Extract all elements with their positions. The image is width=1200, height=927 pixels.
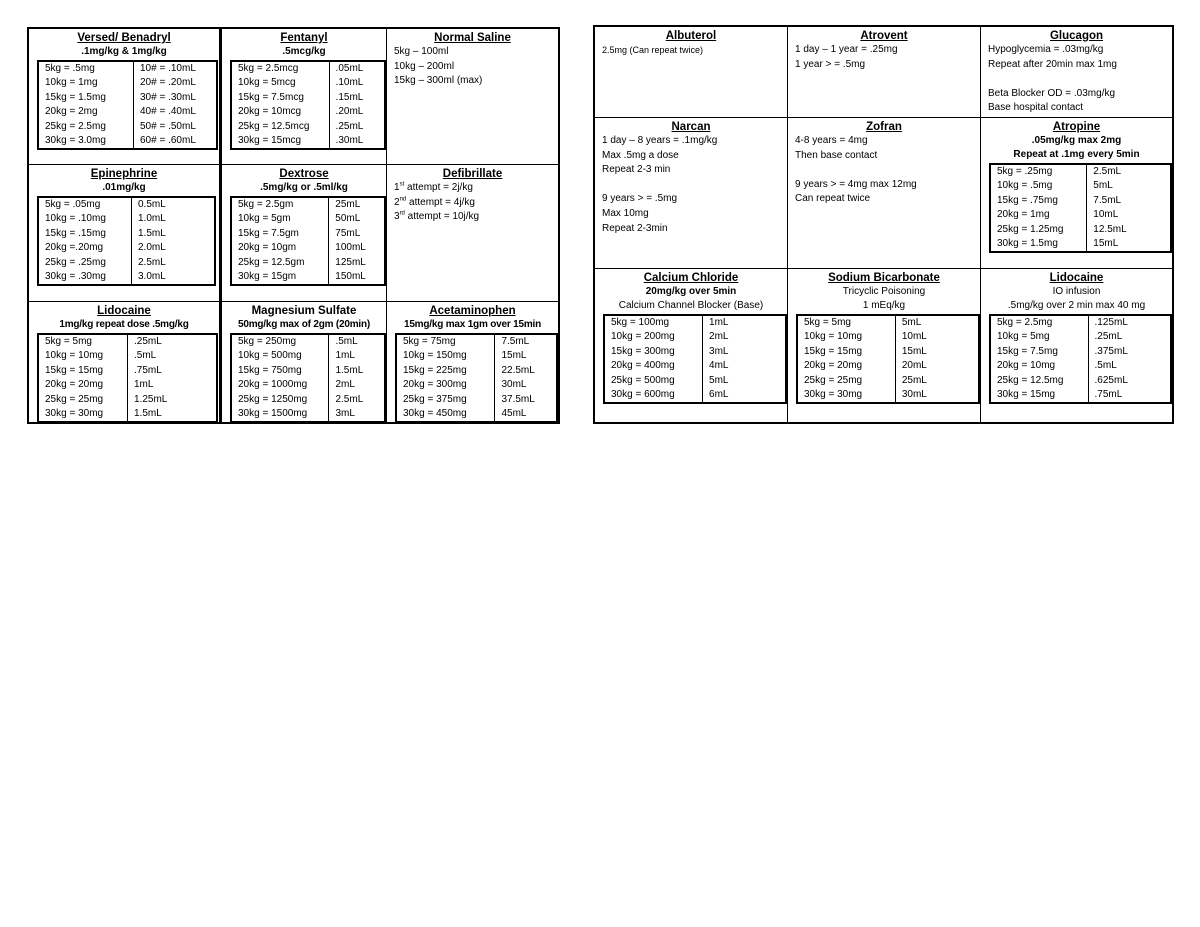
defib-line-1: 1st attempt = 2j/kg	[394, 181, 473, 193]
drug-title: Magnesium Sulfate	[251, 305, 357, 317]
note-line: Repeat after 20min max 1mg	[988, 58, 1117, 70]
volume-cell: 12.5mL	[1093, 223, 1127, 235]
volume-cell: 1.5mL	[335, 364, 364, 376]
drug-title: Lidocaine	[97, 305, 151, 317]
weight-dose-cell: 15kg = 15mg	[797, 345, 895, 359]
weight-dose-cell: 25kg = 2.5mg	[38, 120, 134, 134]
table-row	[38, 212, 215, 226]
table-row	[604, 315, 786, 330]
table-row	[797, 345, 979, 359]
weight-dose-cell: 5kg = .05mg	[38, 197, 132, 212]
volume-cell: 2mL	[709, 331, 729, 343]
volume-cell: 45mL	[501, 408, 527, 420]
lidocaine-cell	[29, 302, 222, 422]
note-line: Max .5mg a dose	[602, 149, 679, 161]
volume-cell: 3.0mL	[138, 271, 166, 283]
dose-table	[37, 60, 218, 150]
volume-cell: 1.0mL	[138, 213, 166, 225]
volume-cell: 37.5mL	[501, 393, 535, 405]
volume-cell: 2mL	[335, 379, 355, 391]
table-row	[231, 134, 385, 149]
volume-cell: 50# = .50mL	[140, 120, 196, 132]
note-line: Beta Blocker OD = .03mg/kg	[988, 87, 1116, 99]
note-lines	[788, 134, 980, 207]
weight-dose-cell: 5kg = .5mg	[38, 61, 134, 76]
weight-dose-cell: 20kg = 20mg	[38, 378, 128, 392]
note-line: Can repeat twice	[795, 193, 871, 205]
note-line: 1 year > = .5mg	[795, 58, 866, 70]
weight-dose-cell: 30kg = 3.0mg	[38, 134, 134, 149]
table-row	[38, 91, 217, 105]
volume-cell: .375mL	[1094, 345, 1128, 357]
volume-cell: .10mL	[335, 77, 364, 89]
volume-cell: 10mL	[901, 331, 927, 343]
drug-title: Atropine	[1052, 121, 1101, 133]
dose-table	[37, 196, 216, 286]
weight-dose-cell: 10kg = 5gm	[231, 212, 329, 226]
volume-cell: .125mL	[1094, 317, 1128, 328]
weight-dose-cell: 15kg = 300mg	[604, 345, 703, 359]
table-row	[38, 378, 217, 392]
weight-dose-cell: 5kg = 100mg	[604, 315, 703, 330]
weight-dose-cell: 15kg = 7.5mcg	[231, 91, 329, 105]
volume-cell: 1mL	[134, 379, 154, 391]
weight-dose-cell: 15kg = 7.5gm	[231, 227, 329, 241]
weight-dose-cell: 5kg = 2.5mg	[990, 315, 1088, 330]
drug-title: Versed/ Benadryl	[77, 32, 171, 44]
drug-title: Epinephrine	[90, 168, 158, 180]
drug-title: Albuterol	[665, 30, 717, 42]
zofran-cell	[788, 118, 981, 269]
weight-dose-cell: 10kg = 5mg	[990, 330, 1088, 344]
table-row	[231, 61, 385, 76]
table-row	[990, 388, 1171, 403]
weight-dose-cell: 30kg = 450mg	[396, 407, 495, 422]
weight-dose-cell: 30kg = 600mg	[604, 388, 703, 403]
normal-saline-cell	[387, 29, 558, 165]
table-row	[396, 393, 557, 407]
note-line: Base hospital contact	[988, 102, 1084, 114]
volume-cell: 30mL	[901, 389, 927, 401]
note-line	[981, 72, 1172, 87]
left-dosage-card	[27, 27, 560, 424]
volume-cell: 15mL	[1093, 238, 1119, 250]
note-line: 15kg – 300ml (max)	[394, 75, 483, 87]
weight-dose-cell: 15kg = 15mg	[38, 364, 128, 378]
volume-cell: 125mL	[335, 256, 366, 268]
volume-cell: .15mL	[335, 91, 364, 103]
volume-cell: 30# = .30mL	[140, 91, 196, 103]
table-row	[38, 134, 217, 149]
note-lines	[387, 45, 558, 89]
defibrillate-cell	[387, 165, 558, 302]
volume-cell: 1.5mL	[134, 408, 162, 420]
volume-cell: 2.5mL	[1093, 166, 1122, 177]
weight-dose-cell: 5kg = 5mg	[38, 334, 128, 349]
note-line: 10kg – 200ml	[394, 60, 455, 72]
weight-dose-cell: 15kg = .15mg	[38, 227, 132, 241]
weight-dose-cell: 5kg = 5mg	[797, 315, 895, 330]
note-line: 1 day – 1 year = .25mg	[795, 44, 898, 55]
table-row	[231, 407, 385, 422]
table-row	[604, 359, 786, 373]
weight-dose-cell: 20kg = 400mg	[604, 359, 703, 373]
volume-cell: .25mL	[335, 120, 364, 132]
drug-dose: 1 mEq/kg	[862, 300, 906, 311]
drug-dose: .5mg/kg over 2 min max 40 mg	[1007, 300, 1146, 311]
weight-dose-cell: 25kg = 12.5mg	[990, 374, 1088, 388]
volume-cell: 4mL	[709, 360, 729, 372]
volume-cell: 1.5mL	[138, 227, 166, 239]
weight-dose-cell: 25kg = 25mg	[797, 374, 895, 388]
volume-cell: 3mL	[709, 345, 729, 357]
note-line: Hypoglycemia = .03mg/kg	[988, 44, 1104, 55]
table-row	[604, 330, 786, 344]
table-row	[604, 345, 786, 359]
volume-cell: 6mL	[709, 389, 729, 401]
weight-dose-cell: 30kg = 15gm	[231, 270, 329, 285]
volume-cell: .25mL	[1094, 331, 1123, 343]
volume-cell: 50mL	[335, 213, 361, 225]
narcan-cell	[595, 118, 788, 269]
weight-dose-cell: 5kg = 250mg	[231, 334, 329, 349]
drug-title: Defibrillate	[442, 168, 503, 180]
table-row	[231, 197, 385, 212]
weight-dose-cell: 30kg = 30mg	[38, 407, 128, 422]
note-lines	[595, 43, 787, 58]
volume-cell: 2.0mL	[138, 242, 166, 254]
table-row	[231, 349, 385, 363]
volume-cell: 10# = .10mL	[140, 63, 196, 74]
dose-table	[796, 314, 980, 404]
volume-cell: 1.25mL	[134, 393, 168, 405]
table-row	[38, 256, 215, 270]
table-row	[990, 359, 1171, 373]
volume-cell: .625mL	[1094, 374, 1128, 386]
table-row	[396, 378, 557, 392]
note-line: Repeat 2-3 min	[602, 164, 671, 176]
volume-cell: 25mL	[335, 199, 361, 210]
weight-dose-cell: 25kg = 12.5gm	[231, 256, 329, 270]
calcium-chloride-cell	[595, 269, 788, 422]
drug-dose: 1mg/kg repeat dose .5mg/kg	[59, 319, 189, 330]
drug-title: Acetaminophen	[429, 305, 516, 317]
table-row	[990, 194, 1171, 208]
table-row	[38, 349, 217, 363]
weight-dose-cell: 25kg = 500mg	[604, 374, 703, 388]
table-row	[38, 241, 215, 255]
note-line	[788, 163, 980, 178]
weight-dose-cell: 10kg = .5mg	[990, 179, 1087, 193]
volume-cell: .75mL	[1094, 389, 1123, 401]
table-row	[396, 334, 557, 349]
table-row	[38, 197, 215, 212]
table-row	[231, 256, 385, 270]
weight-dose-cell: 25kg = 25mg	[38, 393, 128, 407]
volume-cell: .30mL	[335, 135, 364, 147]
note-lines	[595, 134, 787, 236]
table-row	[797, 359, 979, 373]
weight-dose-cell: 20kg = 20mg	[797, 359, 895, 373]
magnesium-sulfate-cell	[222, 302, 387, 422]
defib-line-2: 2nd attempt = 4j/kg	[394, 196, 475, 208]
drug-dose-repeat: Repeat at .1mg every 5min	[1013, 149, 1140, 160]
dose-table	[989, 163, 1172, 253]
table-row	[396, 349, 557, 363]
drug-dose: .1mg/kg & 1mg/kg	[81, 46, 167, 57]
drug-route: IO infusion	[1052, 286, 1101, 297]
table-row	[231, 393, 385, 407]
drug-dose: 15mg/kg max 1gm over 15min	[403, 319, 542, 330]
table-row	[797, 374, 979, 388]
note-line: 2.5mg (Can repeat twice)	[602, 45, 704, 55]
dose-table	[37, 333, 218, 422]
volume-cell: .5mL	[335, 336, 358, 347]
table-row	[38, 120, 217, 134]
acetaminophen-cell	[387, 302, 558, 422]
weight-dose-cell: 15kg = .75mg	[990, 194, 1087, 208]
weight-dose-cell: 25kg = 12.5mcg	[231, 120, 329, 134]
volume-cell: 30mL	[501, 379, 527, 391]
weight-dose-cell: 15kg = 225mg	[396, 364, 495, 378]
drug-dose: .5mcg/kg	[282, 46, 326, 57]
drug-dose: .05mg/kg max 2mg	[1031, 135, 1122, 146]
volume-cell: 5mL	[709, 374, 729, 386]
volume-cell: 20mL	[901, 360, 927, 372]
drug-dose: 50mg/kg max of 2gm (20min)	[237, 319, 371, 330]
drug-title: Glucagon	[1049, 30, 1104, 42]
volume-cell: 150mL	[335, 271, 366, 283]
drug-title: Lidocaine	[1049, 272, 1104, 284]
table-row	[990, 223, 1171, 237]
weight-dose-cell: 25kg = 1.25mg	[990, 223, 1087, 237]
weight-dose-cell: 15kg = 750mg	[231, 364, 329, 378]
weight-dose-cell: 5kg = 2.5mcg	[231, 61, 329, 76]
weight-dose-cell: 10kg = .10mg	[38, 212, 132, 226]
volume-cell: 20# = .20mL	[140, 77, 196, 89]
weight-dose-cell: 25kg = 1250mg	[231, 393, 329, 407]
volume-cell: 1mL	[709, 317, 729, 328]
table-row	[231, 227, 385, 241]
weight-dose-cell: 5kg = 2.5gm	[231, 197, 329, 212]
volume-cell: 40# = .40mL	[140, 106, 196, 118]
drug-title: Dextrose	[279, 168, 329, 180]
weight-dose-cell: 30kg = 30mg	[797, 388, 895, 403]
volume-cell: .5mL	[134, 350, 157, 362]
note-lines	[788, 43, 980, 72]
glucagon-cell	[981, 27, 1172, 118]
weight-dose-cell: 20kg = 300mg	[396, 378, 495, 392]
drug-dose: 20mg/kg over 5min	[645, 286, 737, 297]
volume-cell: .75mL	[134, 364, 162, 376]
dose-table	[230, 196, 386, 286]
note-line: Repeat 2-3min	[602, 222, 668, 234]
table-row	[231, 364, 385, 378]
volume-cell: 5mL	[1093, 180, 1113, 192]
weight-dose-cell: 10kg = 1mg	[38, 76, 134, 90]
table-row	[38, 105, 217, 119]
weight-dose-cell: 25kg = 375mg	[396, 393, 495, 407]
table-row	[990, 315, 1171, 330]
volume-cell: 1mL	[335, 350, 355, 362]
drug-title: Zofran	[866, 121, 902, 133]
volume-cell: 0.5mL	[138, 199, 166, 210]
drug-indication: Tricyclic Poisoning	[842, 286, 926, 297]
weight-dose-cell: 30kg = .30mg	[38, 270, 132, 285]
volume-cell: .20mL	[335, 106, 364, 118]
weight-dose-cell: 20kg = 1mg	[990, 208, 1087, 222]
weight-dose-cell: 5kg = .25mg	[990, 164, 1087, 179]
table-row	[990, 345, 1171, 359]
dose-table	[395, 333, 558, 422]
table-row	[797, 330, 979, 344]
weight-dose-cell: 5kg = 75mg	[396, 334, 495, 349]
weight-dose-cell: 30kg = 15mg	[990, 388, 1088, 403]
weight-dose-cell: 10kg = 200mg	[604, 330, 703, 344]
volume-cell: 7.5mL	[501, 336, 530, 347]
note-lines	[981, 43, 1172, 116]
weight-dose-cell: 10kg = 10mg	[38, 349, 128, 363]
note-line: 5kg – 100ml	[394, 46, 449, 57]
fentanyl-cell	[222, 29, 387, 165]
volume-cell: .5mL	[1094, 360, 1117, 372]
defib-line-3: 3rd attempt = 10j/kg	[394, 210, 480, 223]
note-line: 1 day – 8 years = .1mg/kg	[602, 135, 718, 146]
note-line	[595, 178, 787, 193]
table-row	[604, 388, 786, 403]
volume-cell: 2.5mL	[335, 393, 364, 405]
volume-cell: 3mL	[335, 408, 355, 420]
table-row	[38, 227, 215, 241]
volume-cell: 60# = .60mL	[140, 135, 196, 147]
weight-dose-cell: 30kg = 15mcg	[231, 134, 329, 149]
volume-cell: 100mL	[335, 242, 366, 254]
drug-title: Atrovent	[860, 30, 908, 42]
volume-cell: 5mL	[901, 317, 922, 328]
weight-dose-cell: 30kg = 1.5mg	[990, 237, 1087, 252]
note-line: 4-8 years = 4mg	[795, 135, 868, 146]
weight-dose-cell: 15kg = 7.5mg	[990, 345, 1088, 359]
atropine-cell	[981, 118, 1172, 269]
volume-cell: 15mL	[901, 345, 927, 357]
drug-title: Narcan	[671, 121, 711, 133]
weight-dose-cell: 20kg = 1000mg	[231, 378, 329, 392]
table-row	[396, 364, 557, 378]
volume-cell: 75mL	[335, 227, 361, 239]
weight-dose-cell: 10kg = 150mg	[396, 349, 495, 363]
weight-dose-cell: 15kg = 1.5mg	[38, 91, 134, 105]
dose-table	[230, 333, 386, 422]
table-row	[990, 374, 1171, 388]
table-row	[990, 237, 1171, 252]
epinephrine-cell	[29, 165, 222, 302]
weight-dose-cell: 25kg = .25mg	[38, 256, 132, 270]
note-line: Then base contact	[795, 149, 878, 161]
table-row	[797, 388, 979, 403]
table-row	[990, 330, 1171, 344]
drug-title: Calcium Chloride	[643, 272, 739, 284]
dose-table	[230, 60, 386, 150]
table-row	[38, 393, 217, 407]
drug-dose: .5mg/kg or .5ml/kg	[260, 182, 348, 193]
volume-cell: .25mL	[134, 336, 162, 347]
drug-title: Fentanyl	[280, 32, 328, 44]
dextrose-cell	[222, 165, 387, 302]
table-row	[231, 76, 385, 90]
atrovent-cell	[788, 27, 981, 118]
table-row	[797, 315, 979, 330]
table-row	[231, 120, 385, 134]
table-row	[604, 374, 786, 388]
sodium-bicarbonate-cell	[788, 269, 981, 422]
weight-dose-cell: 10kg = 5mcg	[231, 76, 329, 90]
note-line: Max 10mg	[602, 207, 649, 219]
drug-title: Normal Saline	[434, 32, 511, 44]
volume-cell: 15mL	[501, 350, 527, 362]
table-row	[38, 76, 217, 90]
table-row	[38, 364, 217, 378]
volume-cell: 10mL	[1093, 209, 1119, 221]
dose-table	[989, 314, 1172, 404]
table-row	[231, 270, 385, 285]
table-row	[231, 105, 385, 119]
drug-indication: Calcium Channel Blocker (Base)	[618, 300, 764, 311]
table-row	[231, 212, 385, 226]
table-row	[231, 334, 385, 349]
volume-cell: .05mL	[335, 63, 364, 74]
weight-dose-cell: 30kg = 1500mg	[231, 407, 329, 422]
table-row	[990, 164, 1171, 179]
table-row	[231, 91, 385, 105]
note-line: 9 years > = 4mg max 12mg	[795, 178, 917, 190]
drug-dose: .01mg/kg	[102, 182, 146, 193]
note-line: 9 years > = .5mg	[602, 193, 678, 205]
table-row	[38, 61, 217, 76]
albuterol-cell	[595, 27, 788, 118]
table-row	[38, 270, 215, 285]
table-row	[38, 334, 217, 349]
table-row	[231, 241, 385, 255]
weight-dose-cell: 20kg = 10gm	[231, 241, 329, 255]
table-row	[990, 208, 1171, 222]
volume-cell: 2.5mL	[138, 256, 166, 268]
volume-cell: 7.5mL	[1093, 194, 1122, 206]
weight-dose-cell: 10kg = 10mg	[797, 330, 895, 344]
weight-dose-cell: 20kg = 10mcg	[231, 105, 329, 119]
weight-dose-cell: 20kg = 2mg	[38, 105, 134, 119]
versed-benadryl-cell	[29, 29, 222, 165]
weight-dose-cell: 10kg = 500mg	[231, 349, 329, 363]
weight-dose-cell: 20kg = 10mg	[990, 359, 1088, 373]
drug-title: Sodium Bicarbonate	[828, 272, 940, 284]
dose-table	[603, 314, 787, 404]
table-row	[990, 179, 1171, 193]
volume-cell: 25mL	[901, 374, 927, 386]
table-row	[38, 407, 217, 422]
volume-cell: 22.5mL	[501, 364, 535, 376]
table-row	[396, 407, 557, 422]
weight-dose-cell: 20kg =.20mg	[38, 241, 132, 255]
lidocaine-io-cell	[981, 269, 1172, 422]
right-dosage-card	[593, 25, 1174, 424]
table-row	[231, 378, 385, 392]
